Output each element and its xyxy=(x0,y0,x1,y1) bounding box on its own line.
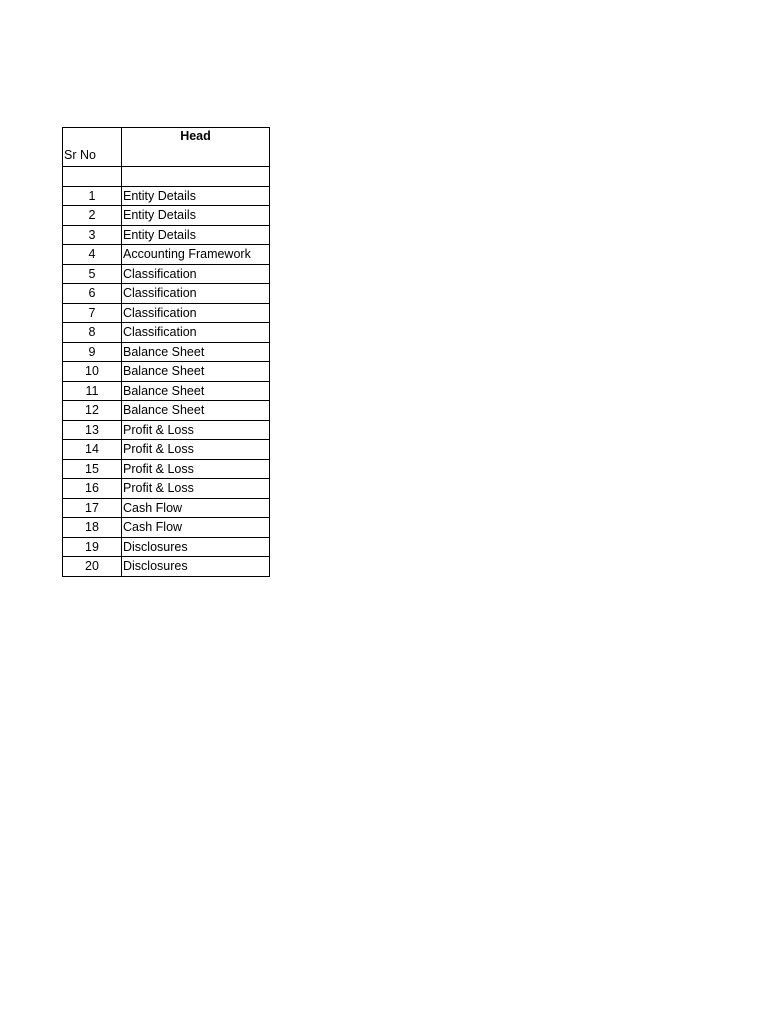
sr-no-cell: 19 xyxy=(63,537,122,557)
table-row xyxy=(63,206,270,226)
table-row xyxy=(63,557,270,577)
sr-no-cell: 18 xyxy=(63,518,122,538)
head-cell: Balance Sheet xyxy=(122,342,270,362)
head-cell: Classification xyxy=(122,303,270,323)
head-index-table xyxy=(62,127,270,577)
table-row xyxy=(63,245,270,265)
sr-no-cell: 20 xyxy=(63,557,122,577)
table-row xyxy=(63,264,270,284)
table-row xyxy=(63,225,270,245)
sr-no-cell: 10 xyxy=(63,362,122,382)
blank-head-cell xyxy=(122,167,270,187)
sr-no-cell: 9 xyxy=(63,342,122,362)
sr-no-cell: 17 xyxy=(63,498,122,518)
sr-no-cell: 2 xyxy=(63,206,122,226)
table-row xyxy=(63,381,270,401)
head-cell: Classification xyxy=(122,264,270,284)
head-cell: Classification xyxy=(122,284,270,304)
sr-no-cell: 13 xyxy=(63,420,122,440)
sr-no-cell: 1 xyxy=(63,186,122,206)
head-header xyxy=(122,128,270,167)
sr-no-cell: 8 xyxy=(63,323,122,343)
sr-no-cell: 6 xyxy=(63,284,122,304)
sr-no-cell: 16 xyxy=(63,479,122,499)
table-row xyxy=(63,420,270,440)
head-cell: Classification xyxy=(122,323,270,343)
sr-no-header xyxy=(63,128,122,167)
head-cell: Profit & Loss xyxy=(122,459,270,479)
head-cell: Balance Sheet xyxy=(122,362,270,382)
head-cell: Entity Details xyxy=(122,225,270,245)
table-row xyxy=(63,401,270,421)
table-row xyxy=(63,459,270,479)
table-row xyxy=(63,186,270,206)
table-row xyxy=(63,518,270,538)
table-row xyxy=(63,479,270,499)
table-row xyxy=(63,303,270,323)
table-body xyxy=(63,167,270,577)
sr-no-header-label: Sr No xyxy=(64,148,96,162)
head-cell: Balance Sheet xyxy=(122,401,270,421)
table-row xyxy=(63,440,270,460)
head-cell: Entity Details xyxy=(122,206,270,226)
blank-sr-cell xyxy=(63,167,122,187)
table-row xyxy=(63,362,270,382)
head-cell: Profit & Loss xyxy=(122,479,270,499)
table-header-row xyxy=(63,128,270,167)
sr-no-cell: 4 xyxy=(63,245,122,265)
sr-no-cell: 7 xyxy=(63,303,122,323)
sr-no-cell: 5 xyxy=(63,264,122,284)
head-cell: Cash Flow xyxy=(122,498,270,518)
head-cell: Entity Details xyxy=(122,186,270,206)
head-header-label: Head xyxy=(180,129,211,143)
head-cell: Cash Flow xyxy=(122,518,270,538)
head-cell: Balance Sheet xyxy=(122,381,270,401)
sr-no-cell: 15 xyxy=(63,459,122,479)
head-cell: Disclosures xyxy=(122,537,270,557)
head-cell: Profit & Loss xyxy=(122,440,270,460)
sr-no-cell: 14 xyxy=(63,440,122,460)
table-row xyxy=(63,537,270,557)
table-row xyxy=(63,342,270,362)
table-row xyxy=(63,323,270,343)
table-row xyxy=(63,284,270,304)
sr-no-cell: 3 xyxy=(63,225,122,245)
head-cell: Accounting Framework xyxy=(122,245,270,265)
sr-no-cell: 12 xyxy=(63,401,122,421)
table-row xyxy=(63,498,270,518)
head-cell: Disclosures xyxy=(122,557,270,577)
sr-no-cell: 11 xyxy=(63,381,122,401)
blank-row xyxy=(63,167,270,187)
head-cell: Profit & Loss xyxy=(122,420,270,440)
